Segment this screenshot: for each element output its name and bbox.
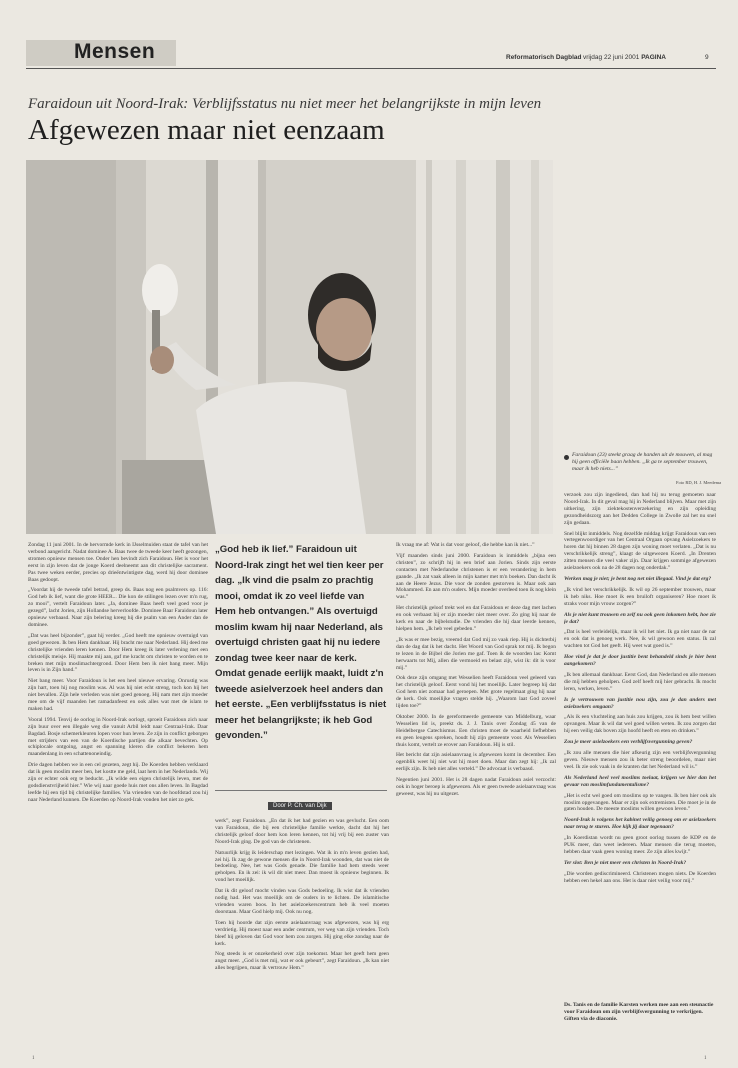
byline: Door P. Ch. van Dijk [268,802,332,810]
interview-question: Werken mag je niet; je bent nog net niet illegaal. Vind je dat erg? [564,575,712,582]
col2-paragraph: Nog steeds is er onzekerheid over zijn toekomst. Maar het geeft hem geen angst meer. „God is met mij, wat er ook gebeurt”, zegt Faraidoun. „Ik kan niet alles begrijpen, maar ik vertrouw Hem.” [215,951,389,972]
article-column-4 [564,492,716,996]
col3-paragraph: Het christelijk geloof trekt wel en dat Faraidoun er deze dag met lachen en ook verbaast hij er zijn moeder niet meer over. Zo ging hij naar de kerk en naar de bijbelstudie. De vrienden die hij daar leerde kennen, hielpen hem. „Ik heb veel gebeden.” [396,605,556,632]
interview-question: Ter slot: Ben je niet meer een christen in Noord-Irak? [564,859,687,866]
col1-paragraph: „Voordat hij de tweede tafel betrad, greep ds. Baas nog een psalmvers op. 116: God heb ik lief, want die grote HEER... Die kon de stilingen lezen over m'n rug, zo mooi”, vertelt Faraidoun later. „Ja, dominee Baas heeft veel goed voor je gezegd”, lacht Jorien, zijn Hollandse herverloofde. Dominee Baar Faraidoun later opnieuw verbaasd. Naar zijn belering kreeg hij die psalm van een Ander dan de dominee. [28,587,208,628]
pull-quote: „God heb ik lief.” Faraidoun uit Noord-Irak zingt het wel tien keer per dag. „Ik vind die psalm zo prachtig mooi, omdat ik zo veel liefde van Hem heb ontvangen.” Als overtuigd moslim kwam hij naar Nederland, als overtuigd christen gaat hij nu iedere zondag twee keer naar de kerk. Omdat genade eerlijk maakt, luidt z'n tweede asielverzoek heel anders dan het eerste. „Een verblijfsstatus is niet meer het belangrijkste; ik heb God gevonden.” [215,544,387,741]
col4-paragraph: „Ik ben allemaal dankbaar. Eerst God, dan Nederland en alle mensen die mij hebben geholpen. God zelf heeft mij hier gebracht. Ik mocht leren, werken, leven.” [564,671,716,692]
photo-caption: Faraidoun (23) steekt graag de handen uit de mouwen, al mag hij geen officiële baan hebben. „Ik ga te september trouwen, maar ik heb niets...” [572,452,713,472]
col2-paragraph: werk”, zegt Faraidoun. „En dat ik het had gezien en was gevlucht. Een oom van Faraidoun, die bij een christelijke familie werkte, dacht dat hij het christelijk geloof door hem kon leren kennen, tot hij vrij bij een zuster van Noord-Irak ging. De god van de christenen. [215,818,389,845]
interview-question: Als Nederland heel veel moslims toelaat, krijgen we hier dan het gevaar van moslimfundamentalisme? [564,774,716,788]
col4-paragraph: „Ik vind het verschrikkelijk. Ik wil op 26 september trouwen, maar ik heb niks. Hoe moet ik een bruiloft organiseren? Hoe moet ik straks voor mijn vrouw zorgen?” [564,586,716,607]
interview-question: Hoe vind je dat je door justitie bent behandeld sinds je hier bent aangekomen? [564,654,716,668]
col3-paragraph: Oktober 2000. In de gereformeerde gemeente van Middelburg, waar Wesselien lid is, preekt ds. J. J. Tanis over Zondag 45 van de Heidelbergse Catechismus. Een christen moet de waarheid liefhebben en geen leugens spreken, houdt hij zijn gemeente voor. Als Wesselien thuis komt, vertelt ze erover aan Faraidoun. Hij is stil. [396,713,556,748]
article-column-3 [396,542,556,1052]
pull-quote-rule [215,790,387,791]
col3-paragraph: Vijf maanden sinds juni 2000. Faraidoun is inmiddels „bijna een christen”, zo schrijft hij in een brief aan Jorien. Sinds zijn eerste contacten met Nederlandse christenen is er een verandering in hem gaande. „Ik zat vaak alleen in mijn kamer met m'n boeken. Dan dacht ik aan de Heere Jezus. Die voor de zonden gestorven is. Maar ook aan Mohammed. En aan m'n ouders. Mijn moeder overleed toen ik nog klein was.” [396,552,556,601]
footer-mark-right: 1 [704,1056,707,1061]
col3-paragraph: Het bericht dat zijn asielaanvraag is afgewezen komt in december. Een ogenblik weet hij niet wat hij moet doen. Maar dan zegt hij: „Ik zal eerlijk zijn. Ik heb niet alles verteld.” De advocaat is verbaasd. [396,752,556,773]
col4-paragraph: „In Koerdistan wordt nu geen groot oorlog tussen de KDP en de PUK meer, dan weet iedereen. Maar mensen die terug moeten, hebben daar vaak geen woning meer. Ze zijn alles kwijt.” [564,835,716,855]
col3-paragraph: Negentien juni 2001. Het is 28 dagen nadat Faraidoun asiel verzocht: ook in hoger beroep is afgewezen. Als er geen tweede asielaanvraag was geweest, was hij nu uitgezet. [396,777,556,797]
col4-paragraph: verzoek zou zijn ingediend, dan had hij nu terug gemoeten naar Noord-Irak. In dit geval mag hij in Nederland blijven. Maar met zijn uitkering, zijn ziektekostenverzekering en zijn opleiding gezondheidszorg aan het Dedden College in Zwolle zal het nu snel zijn gedaan. [564,492,716,526]
article-column-2 [215,818,389,1052]
date-text: vrijdag 22 juni 2001 [583,54,640,61]
col1-paragraph: Vooral 1994. Tenvij de oorlog in Noord-Irak oorlogt, sproeit Faraidoun zich naar zijn buur over een illegale weg die vanuit Arbil leidt naar Centraal-Irak. Daar Bagdad. Bosje schemerkleuren lopen voor hun leven. Ze zijn in conflict geborgen met strijders van een van de Koerdische partijen die alkaar bevechten. Op schiplocale ontgoing, angst en spanning kleren die conflict bekeren hem maandenlang in een schattenoneindig. [28,716,208,758]
col2-paragraph: Dat ik dit geloof mocht vinden was Gods bedoeling. Ik wist dat ik vrienden nodig had. Het was moeilijk om de ouders in te lichten. De islamitische vrienden waren boos. In het asielzoekerscentrum heb ik veel moeten doorstaan. Maar God hielp mij. Ook nu nog. [215,888,389,915]
col4-paragraph: Snel blijkt inmiddels. Nog dezelfde middag krijgt Faraidoun van een vertegenwoordiger van het Centraal Orgaan opvang Asielzoekers te horen dat hij binnen 28 dagen zijn woning moet verlaten. „Dat is nu verschrikkelijk streng”, klaagt de uitgewezen Koerd. „In Drenten zitten mensen die veel vaker zijn. Daar krijgen sommige afgewezen asielzoekers ook na de 28 dagen nog onderdak.” [564,530,716,572]
interview-question: Is je vertrouwen van justitie nou zijn, zou je dan anders met asielzoekers omgaan? [564,696,716,710]
article-kicker: Faraidoun uit Noord-Irak: Verblijfsstatus nu niet meer het belangrijkste in mijn leven [28,96,542,112]
col2-paragraph: Natuurlijk krijg ik leiderschap met lezingen. Wat ik in m'n leven gezien had, zei hij. Ik zag de gewone mensen die in Noord-Irak woonden, dat was niet de bedoeling. Nee, het was Gods genade. Die familie had hem steeds weer geholpen. En ik zei: ik wil dit niet meer. Dan moest ik opnieuw beginnen. Ik vond het moeilijk. [215,849,389,884]
col2-paragraph: Toen hij hoorde dat zijn eerste asielaanvraag was afgewezen, was hij erg verdrietig. Hij moest naar een ander centrum, ver weg van zijn vrienden. Toch bleef hij geloven dat God voor hem zou zorgen. Hij ging elke zondag naar de kerk. [215,919,389,947]
footer-mark-left: 1 [32,1056,35,1061]
col1-paragraph: Zondag 11 juni 2001. In de hervormde kerk in IJsselmuiden staat de tafel van het verbond aangericht. Nadat dominee A. Baas twee de tweede keer heeft gezongen, stromen opnieuw mensen toe. Onder hen bevindt zich Faraidoun. Het is voor het eerst in zijn leven dat de jonge Koerd deelneemt aan dit christelijke sacrament. Pas twee weken eerder, precies op drieëntwintigste dag, werd hij door dominee Baas gedoopt. [28,542,208,583]
article-photo [26,160,553,534]
photo-credit: Foto RD, H. J. Meedema [676,480,722,485]
col4-paragraph: „Die worden gediscrimineerd. Christenen mogen niets. De Koerden hebben een hekel aan ons. Het is daar niet veilig voor mij.” [564,870,716,884]
interview-question: Zou je meer asielzoekers een verblijfsvergunning geven? [564,739,693,746]
header-rule [26,68,716,69]
caption-bullet [564,455,569,460]
section-title: Mensen [74,40,156,63]
col4-paragraph: „Ik zou alle mensen die hier afkeurig zijn een verblijfsvergunning geven. Nieuwe mensen zou ik beter streng beoordelen, maar niet veel. Ik zie ook vaak in de kranten dat het Nederland wil is.” [564,750,716,770]
paper-name: Reformatorisch Dagblad [506,54,582,61]
article-headline: Afgewezen maar niet eenzaam [28,114,385,146]
col3-paragraph: Ik vraag me af: Wat is dat voor geloof, die hebbe kan ik niet...” [396,542,535,548]
col4-paragraph: „Als ik een vluchteling aan huis zou krijgen, zou ik hem best willen opvangen. Maar ik wil dat wel goed willen weten. Ik zou zorgen dat hij een veilig dak boven zijn hoofd heeft en eten en drinken.” [564,714,716,735]
page-header [0,0,738,68]
article-column-1 [28,542,208,1052]
col4-paragraph: „Het is echt wel goed om moslims op te vangen. Ik ben hier ook als moslim opgevangen. Maar er zijn ook extremisten. Die moet je in de gaten houden. De meeste moslims willen gewoon leven.” [564,792,716,813]
interview-question: Als je niet kunt trouwen en zelf nu ook geen inkomen hebt, hoe zie je dat? [564,611,716,625]
interview-question: Noord-Irak is volgens het kabinet veilig genoeg om er asielzoekers naar terug te sturen. Hoe kijk jij daar tegenaan? [564,817,716,831]
col1-paragraph: Drie dagen hebben we in een cel gezeten, zegt hij. De Koerden hebben verklaard dat ik geen moslim meer ben, het kostte me geld, laat hem in het Nederlands. Wij zijn er echter ook erg te beducht. „Ik wilde een eigen christelijk leven, met de godsdienstvrijheid hier.” Wie wij naar goede huis met ons allen leven. In Bagdad leefde hij een tijd bij christelijke families. Via vrienden van de hoofdstad zou hij naar Nederland kunnen. De Koerden op Noord-Irak vonden het niet zo gek. [28,762,208,803]
col1-paragraph: Niet bang meer. Voor Faraidoun is het een heel nieuwe ervaring. Onrustig was zijn hart, toen hij nog moslim was. Al was hij niet echt streng, toch kon hij het niet bevallen. Zijn hele verleden was niet goed genoeg. Hij nam met zijn moeder mee om de vijf maanden het ramadanfeest en ook alles wat met de islam te maken had. [28,678,208,712]
col3-paragraph: „Ik was er mee bezig, vreemd dat God mij zo vaak riep. Hij is dichterbij dan de dag dat ik het dacht. Het Woord van God sprak tot mij. Ik begon te lezen in de Bijbel die Jorien me gaf. Toen ik de woorden las: Komt herwaarts tot Mij, allen die vermoeid en belast zijt, wist ik: dit is voor mij.” [396,636,556,671]
col3-paragraph: Ook deze zijn omgang met Wesselien heeft Faraidoun veel geleerd van het christelijk geloof. Eerst vond hij het moeilijk. Later begreep hij dat God hem niet zomaar had geroepen. Met grote regelmaat ging hij naar de kerk. Ook moeilijke vragen stelde hij. „Waarom laat God zoveel lijden toe?” [396,675,556,710]
page-label: PAGINA [641,54,666,61]
closing-note: Ds. Tanis en de familie Karsten werken mee aan een steunactie voor Faraidoun om zijn verblijfsvergunning te verkrijgen. Giften via de diaconie. [564,1002,714,1022]
col1-paragraph: „Dat was heel bijzonder”, gaat hij verder. „God heeft me opnieuw overtuigd van goed gewezen. Ik ben Hem dankbaar. Hij bracht me naar Nederland. Hij deed me christelijke vrienden leren kennen. Door Hem kreeg ik later verlening met een christelijk meisje. Hij maakte mij aan, gaf me kracht om christen te worden en te breken met mijn moslimachtergrond. Door Hem ben ik niet bang meer. Mijn leven is in Zijn hand.” [28,632,208,674]
header-date [583,54,666,61]
page-number: 9 [705,54,709,61]
col4-paragraph: „Dat is heel verleidelijk, maar ik wil het niet. Ik ga niet naar de nar en ook dat is genoeg werk. Nee, ik wil gewoon een status. Ik zal wachten tot God het geeft. Hij weet wat goed is.” [564,629,716,650]
